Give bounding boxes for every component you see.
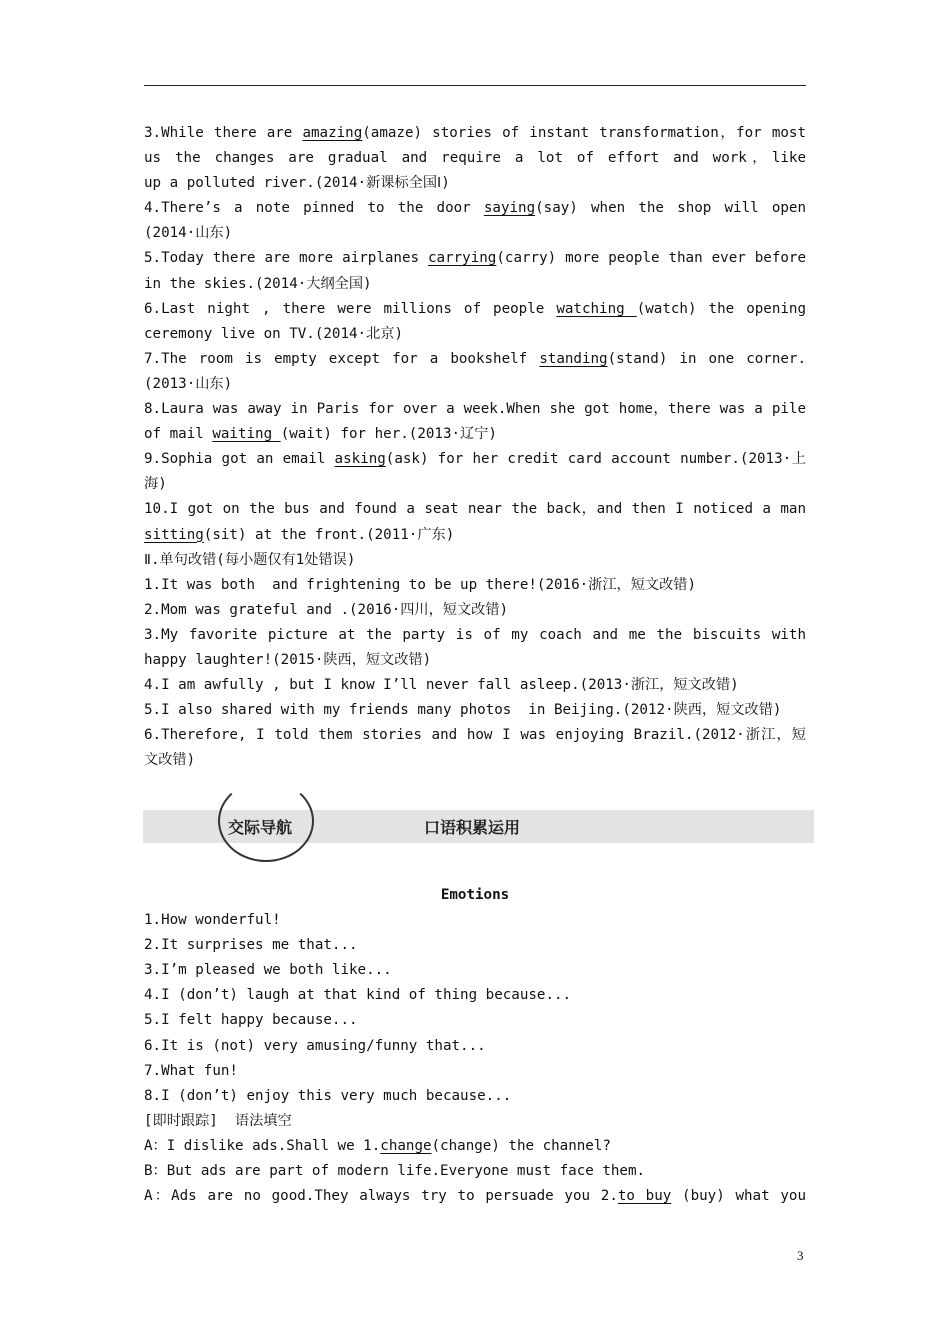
answer-blank: amazing — [302, 125, 363, 141]
phrase-item: 7.What fun! — [144, 1062, 238, 1079]
text-segment: (amaze) stories of instant transformation，for most — [362, 125, 806, 141]
correction-line — [144, 573, 806, 598]
question-line — [144, 347, 806, 372]
text-segment: (change) the channel? — [431, 1137, 611, 1154]
text-segment: A：I dislike ads.Shall we 1. — [144, 1137, 381, 1154]
text-segment: ceremony live on TV.(2014·北京) — [144, 325, 403, 342]
question-line — [144, 472, 806, 497]
phrase-item: 6.It is (not) very amusing/funny that... — [144, 1037, 486, 1054]
answer-blank: change — [380, 1137, 432, 1154]
text-segment: (sit) at the front.(2011·广东) — [203, 526, 455, 543]
question-line — [144, 523, 806, 548]
text-segment: 5.Today there are more airplanes — [144, 250, 429, 267]
answer-blank: carrying — [428, 250, 497, 267]
text-segment: in the skies.(2014·大纲全国) — [144, 275, 372, 292]
text-segment: 7.The room is empty except for a bookshelf — [144, 350, 540, 367]
correction-line — [144, 698, 806, 723]
text-segment: 2.Mom was grateful and .(2016·四川，短文改错) — [144, 601, 509, 618]
dialogue-line — [144, 1159, 806, 1184]
text-segment: (say) when the shop will open — [535, 200, 806, 217]
question-line — [144, 297, 806, 322]
text-segment: 3.While there are — [144, 125, 303, 141]
question-line — [144, 121, 806, 146]
section-emotions — [144, 883, 806, 1209]
correction-line — [144, 598, 806, 623]
emotions-title: Emotions — [440, 887, 510, 903]
text-segment: 3.My favorite picture at the party is of my coach and me the biscuits with — [144, 626, 806, 643]
text-segment: (watch) the opening — [636, 300, 806, 317]
dialogue-line — [144, 1184, 806, 1209]
answer-blank: watching — [556, 300, 637, 317]
text-segment: 1.It was both and frightening to be up there!(2016·浙江，短文改错) — [144, 576, 697, 593]
correction-line — [144, 648, 806, 673]
text-segment: 文改错) — [144, 752, 196, 769]
answer-blank: sitting — [144, 526, 204, 543]
answer-blank: to buy — [617, 1188, 672, 1205]
phrase-item: 3.I’m pleased we both like... — [144, 962, 392, 979]
question-line — [144, 322, 806, 347]
banner-left-label: 交际导航 — [228, 818, 293, 837]
section-heading: Ⅱ.单句改错(每小题仅有1处错误) — [144, 551, 356, 568]
correction-line — [144, 623, 806, 648]
correction-line — [144, 673, 806, 698]
text-segment: 4.There’s a note pinned to the door — [144, 200, 484, 217]
text-segment: of mail — [144, 426, 213, 443]
question-line — [144, 246, 806, 271]
text-segment: (buy) what you — [671, 1188, 806, 1205]
phrase-list — [144, 908, 806, 1109]
text-segment: 5.I also shared with my friends many photos in Beijing.(2012·陕西，短文改错) — [144, 702, 782, 719]
text-segment: A：Ads are no good.They always try to persuade you 2. — [144, 1188, 618, 1205]
text-segment: (ask) for her credit card account number.(2013·上 — [385, 451, 806, 468]
dialogue — [144, 1134, 806, 1209]
question-line — [144, 171, 806, 196]
text-segment: (stand) in one corner. — [607, 350, 806, 367]
correction-line — [144, 723, 806, 748]
question-line — [144, 221, 806, 246]
text-segment: (2014·山东) — [144, 225, 233, 242]
text-segment: 6.Therefore, I told them stories and how I was enjoying Brazil.(2012·浙江，短 — [144, 727, 806, 744]
text-segment: 海) — [144, 476, 167, 493]
text-segment: (carry) more people than ever before — [496, 250, 806, 267]
answer-blank: saying — [483, 200, 536, 217]
text-segment: us the changes are gradual and require a lot of effort and work，like — [144, 150, 806, 167]
text-segment: 6.Last night , there were millions of people — [144, 300, 557, 317]
text-segment: 9.Sophia got an email — [144, 451, 335, 468]
phrase-item: 5.I felt happy because... — [144, 1012, 358, 1029]
practice-heading: [即时跟踪] 语法填空 — [144, 1112, 292, 1129]
phrase-item: 8.I (don’t) enjoy this very much because... — [144, 1087, 512, 1104]
dialogue-line — [144, 1134, 806, 1159]
answer-blank: standing — [539, 350, 608, 367]
text-segment: (wait) for her.(2013·辽宁) — [280, 426, 497, 443]
question-line — [144, 272, 806, 297]
text-segment: 8.Laura was away in Paris for over a week.When she got home，there was a pile — [144, 401, 806, 418]
header-rule — [144, 85, 806, 86]
text-segment: 4.I am awfully , but I know I’ll never fall asleep.(2013·浙江，短文改错) — [144, 677, 739, 694]
phrase-item: 2.It surprises me that... — [144, 937, 358, 954]
phrase-item: 1.How wonderful! — [144, 912, 281, 929]
banner-right-label: 口语积累运用 — [424, 818, 521, 837]
text-segment: (2013·山东) — [144, 375, 233, 392]
section-fill-blanks — [144, 121, 806, 773]
question-line — [144, 447, 806, 472]
question-line — [144, 422, 806, 447]
question-line — [144, 372, 806, 397]
question-line — [144, 497, 806, 522]
answer-blank: waiting — [212, 426, 281, 443]
correction-line — [144, 748, 806, 773]
question-line — [144, 146, 806, 171]
phrase-item: 4.I (don’t) laugh at that kind of thing because... — [144, 987, 572, 1004]
question-line — [144, 196, 806, 221]
page-number: 3 — [797, 1248, 804, 1263]
text-segment: up a polluted river.(2014·新课标全国Ⅰ) — [144, 175, 450, 192]
text-segment: 10.I got on the bus and found a seat near the back，and then I noticed a man — [144, 501, 806, 518]
answer-blank: asking — [334, 451, 386, 468]
text-segment: happy laughter!(2015·陕西，短文改错) — [144, 651, 432, 668]
text-segment: B：But ads are part of modern life.Everyone must face them. — [144, 1163, 646, 1180]
question-line — [144, 397, 806, 422]
